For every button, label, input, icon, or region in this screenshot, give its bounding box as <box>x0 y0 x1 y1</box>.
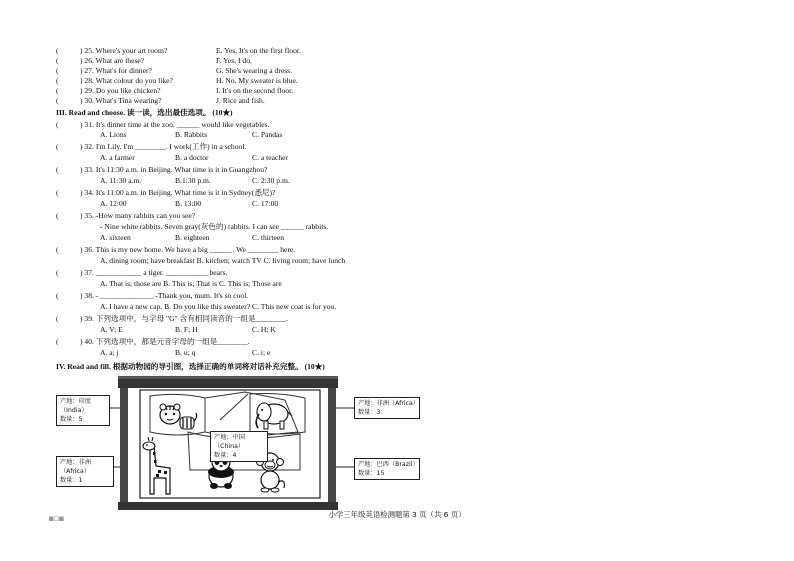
option-b: B. u; q <box>175 348 196 357</box>
option-a: A. sixteen <box>100 233 131 242</box>
answer-paren: ( <box>56 291 59 300</box>
question-stem: ) 35. -How many rabbits can you see? <box>80 211 196 220</box>
match-question: ) 30. What's Tina wearing? <box>80 96 162 105</box>
answer-paren: ( <box>56 66 59 75</box>
gate-top-bar <box>118 378 338 388</box>
option-c: C. 2:30 p.m. <box>252 176 290 185</box>
section-title: III. Read and choose. 读一读，选出最佳选项。 (10★) <box>56 108 233 117</box>
option-b: B. a doctor <box>175 153 209 162</box>
question-stem: ) 31. It's dinner time at the zoo. ______ would like vegetables. <box>80 120 270 129</box>
option-c: C. Pandas <box>252 130 283 139</box>
option-c: C. thirteen <box>252 233 285 242</box>
option-c: C. 17:00 <box>252 199 279 208</box>
option-b: B. eighteen <box>175 233 210 242</box>
match-question: ) 27. What's for dinner? <box>80 66 152 75</box>
option-c: C. i; e <box>252 348 271 357</box>
answer-paren: ( <box>56 188 59 197</box>
card-place: 产地：非洲（Africa） <box>358 400 419 407</box>
info-card-china <box>210 431 268 462</box>
question-stem: ) 32. I'm Lily. I'm ________. I work(工作) in a school. <box>80 142 247 151</box>
gate-right-post <box>328 388 336 502</box>
answer-paren: ( <box>56 314 59 323</box>
section-title: IV. Read and fill. 根据动物园的导引图，选择正确的单词将对话补充完整。 (10★) <box>56 362 325 371</box>
card-count: 数量：5 <box>60 416 83 423</box>
options-line: A. I have a new cap. B. Do you like this sweater? C. This new coat is for you. <box>100 302 337 311</box>
card-count: 数量：3 <box>358 409 381 416</box>
option-b: B. 13:00 <box>175 199 202 208</box>
option-c: C. a teacher <box>252 153 289 162</box>
match-answer: H. No. My sweater is blue. <box>216 76 298 85</box>
gate-bottom-bar <box>118 502 338 510</box>
answer-paren: ( <box>56 46 59 55</box>
option-c: C. H; K <box>252 325 276 334</box>
question-stem-line2: - Nine white rabbits. Seven gray(灰色的) rabbits. I can see ______ rabbits. <box>100 222 329 231</box>
question-stem: ) 39. 下列选项中，与字母 "G" 含有相同读音的一组是________. <box>80 314 288 323</box>
card-count: 数量：15 <box>358 470 385 477</box>
option-a: A. V; E <box>100 325 123 334</box>
answer-paren: ( <box>56 76 59 85</box>
answer-paren: ( <box>56 142 59 151</box>
question-stem: ) 38. - ______________ -Thank you, mum. It's so cool. <box>80 291 249 300</box>
info-card-brazil <box>354 458 420 480</box>
scan-smudge: ▪▫▪ <box>48 514 64 524</box>
answer-paren: ( <box>56 86 59 95</box>
match-question: ) 28. What colour do you like? <box>80 76 173 85</box>
answer-paren: ( <box>56 268 59 277</box>
info-card-africa-top <box>354 397 420 419</box>
options-line: A. That is; those are B. This is; That is C. This is; Those are <box>100 279 282 288</box>
info-card-africa-bottom <box>56 456 114 487</box>
answer-paren: ( <box>56 211 59 220</box>
option-a: A. 12:00 <box>100 199 127 208</box>
card-place: 产地：非洲（Africa） <box>60 459 91 475</box>
tiger-icon <box>160 404 197 429</box>
answer-paren: ( <box>56 337 59 346</box>
match-answer: J. Rice and fish. <box>216 96 265 105</box>
match-answer: G. She's wearing a dress. <box>216 66 293 75</box>
option-b: B.1:30 p.m. <box>175 176 211 185</box>
question-stem: ) 34. It's 11:00 a.m. in Beijing. What time is it in Sydney(悉尼)? <box>80 188 276 197</box>
option-a: A. Lions <box>100 130 127 139</box>
answer-paren: ( <box>56 165 59 174</box>
match-question: ) 25. Where's your art room? <box>80 46 168 55</box>
question-stem: ) 36. This is my new home. We have a big ______. We ________ here. <box>80 245 296 254</box>
question-stem: ) 33. It's 11:30 a.m. in Beijing. What time is it in Guangzhou? <box>80 165 268 174</box>
question-stem: ) 37. ____________ a tiger. ___________ bears. <box>80 268 228 277</box>
answer-paren: ( <box>56 120 59 129</box>
match-answer: F. Yes, I do. <box>216 56 252 65</box>
option-a: A. a farmer <box>100 153 135 162</box>
option-a: A. a; j <box>100 348 119 357</box>
page-footer: 小学三年级英语检测题第 3 页（共 6 页） <box>328 510 466 519</box>
question-stem: ) 40. 下列选项中，都是元音字母的一组是________. <box>80 337 250 346</box>
card-place: 产地：巴西（Brazil） <box>358 461 419 468</box>
card-count: 数量：1 <box>60 477 83 484</box>
option-b: B. F; H <box>175 325 198 334</box>
card-count: 数量：4 <box>214 452 237 459</box>
gate-left-post <box>120 388 128 502</box>
option-b: B. Rabbits <box>175 130 208 139</box>
card-place: 产地：中国（China） <box>214 434 245 450</box>
match-question: ) 26. What are these? <box>80 56 145 65</box>
card-place: 产地：印度（India） <box>60 398 91 414</box>
options-line: A. dining room; have breakfast B. kitchen; watch TV C. living room; have lunch <box>100 256 346 265</box>
option-a: A. 11:30 a.m. <box>100 176 142 185</box>
match-question: ) 29. Do you like chicken? <box>80 86 161 95</box>
match-answer: E. Yes. It's on the first floor. <box>216 46 301 55</box>
answer-paren: ( <box>56 56 59 65</box>
match-answer: I. It's on the second floor. <box>216 86 294 95</box>
elephant-icon <box>256 403 292 429</box>
giraffe-icon <box>143 437 170 494</box>
info-card-india <box>56 395 110 426</box>
answer-paren: ( <box>56 96 59 105</box>
answer-paren: ( <box>56 245 59 254</box>
